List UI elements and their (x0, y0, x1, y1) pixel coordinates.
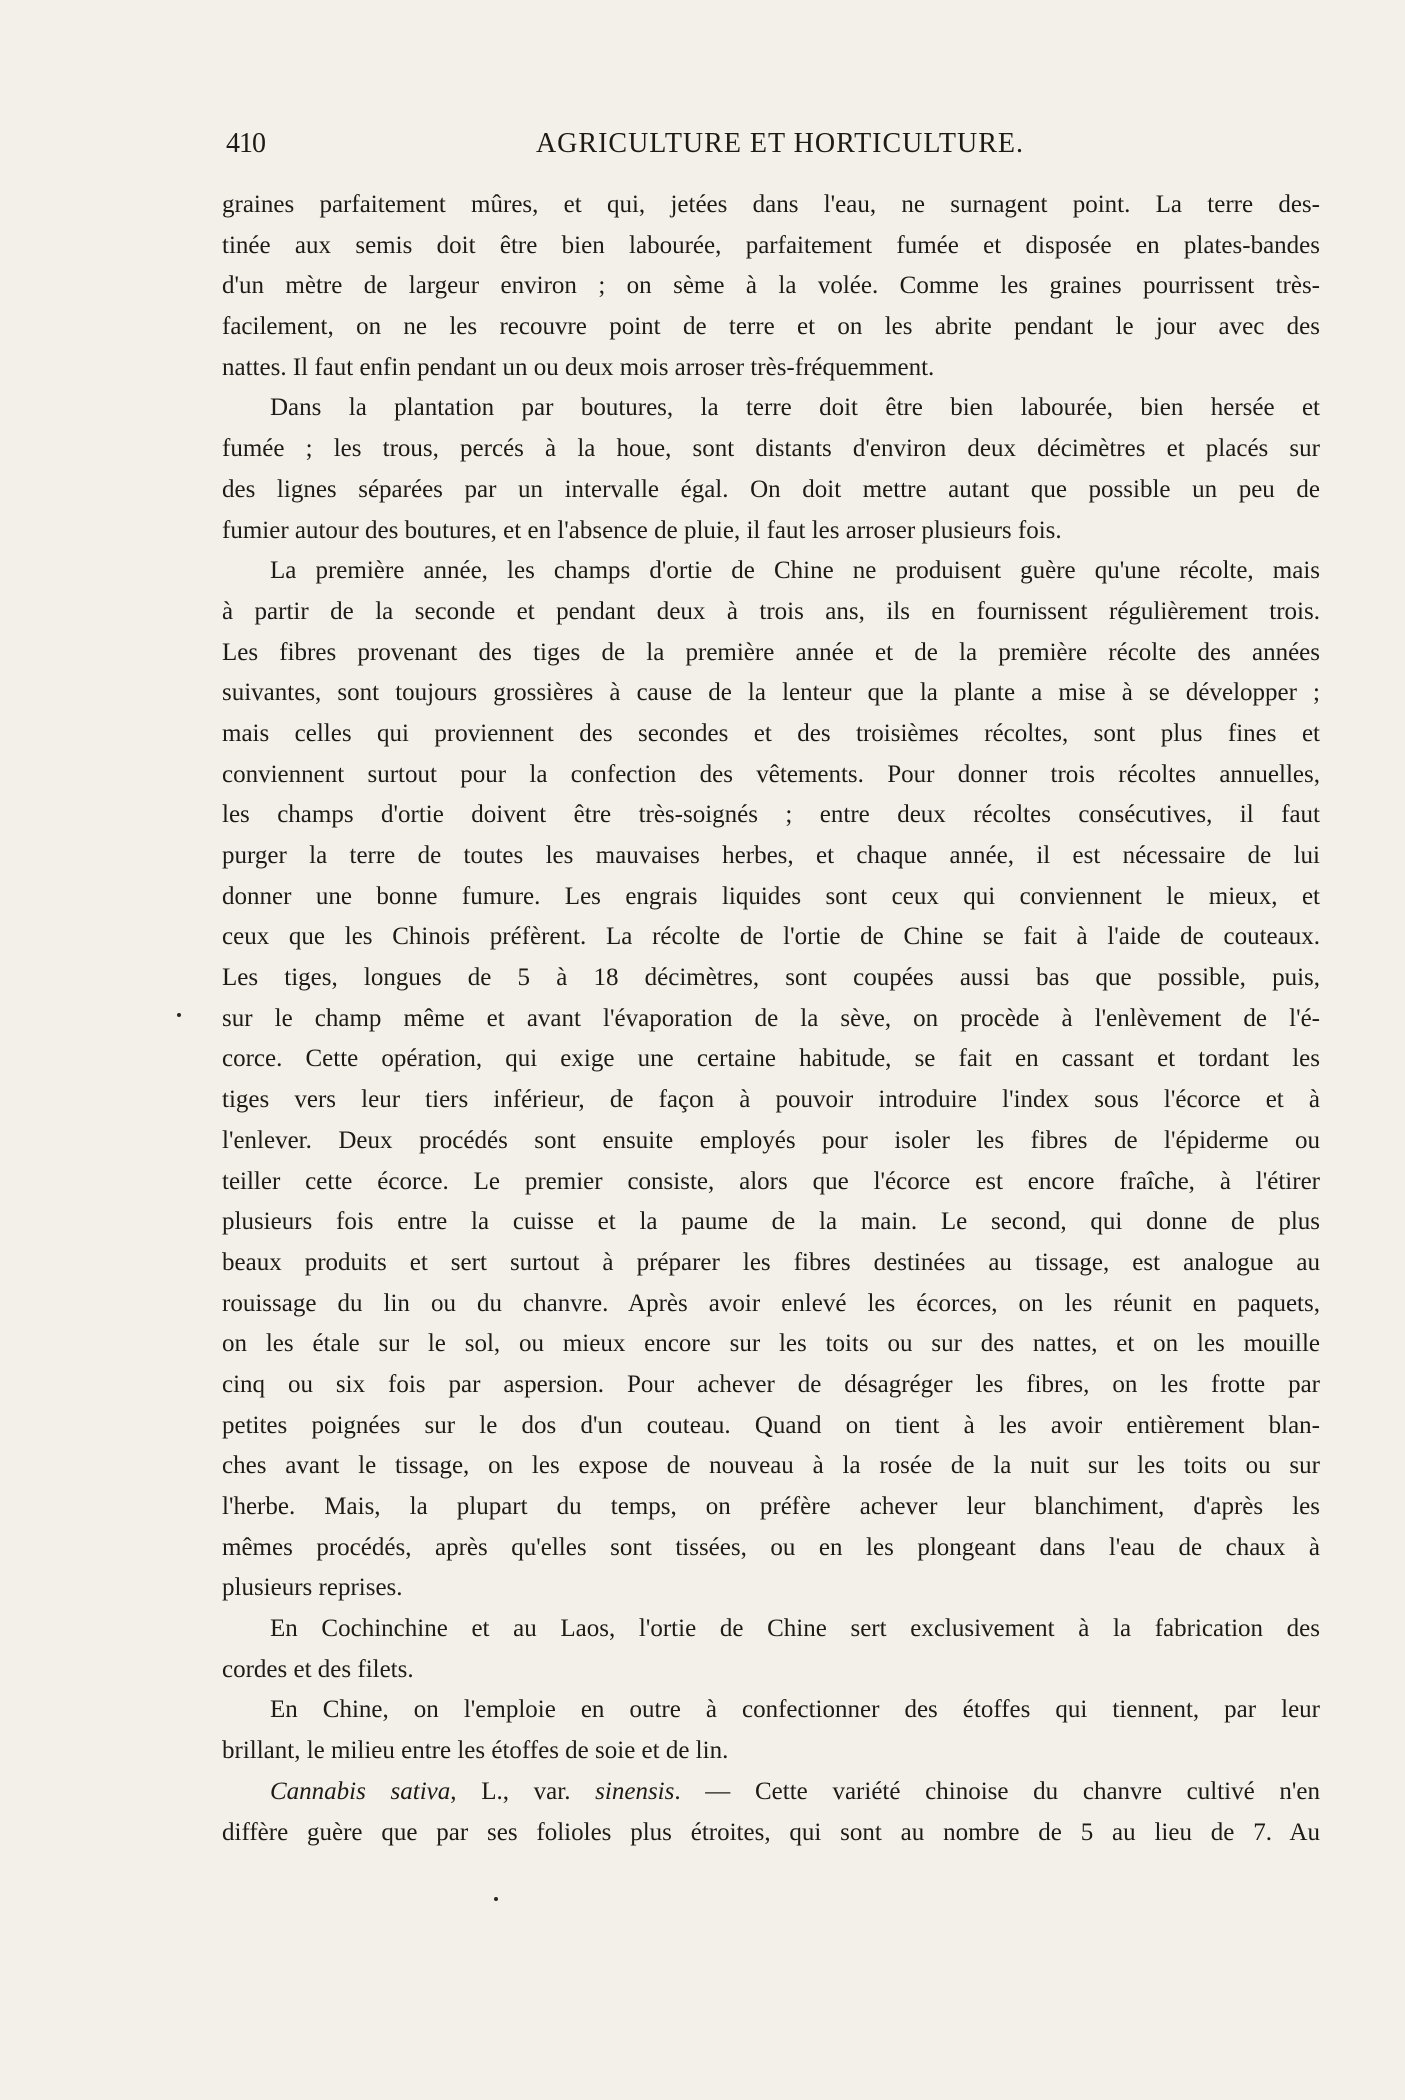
text-line (222, 1568, 1320, 1609)
text-segment: En Chine, on l'emploie en outre à confectionner des étoffes qui tiennent, par leur (270, 1696, 1320, 1724)
text-segment: nattes. Il faut enfin pendant un ou deux mois arroser très-fréquemment. (222, 353, 935, 381)
print-speck (494, 1897, 498, 1901)
text-segment: corce. Cette opération, qui exige une certaine habitude, se fait en cassant et tordant les (222, 1045, 1320, 1073)
text-segment: . — Cette variété chinoise du chanvre cultivé n'en (674, 1777, 1320, 1805)
text-segment: plusieurs fois entre la cuisse et la paume de la main. Le second, qui donne de plus (222, 1208, 1320, 1236)
text-segment: Les tiges, longues de 5 à 18 décimètres, sont coupées aussi bas que possible, puis, (222, 964, 1320, 992)
text-segment: cinq ou six fois par aspersion. Pour achever de désagréger les fibres, on les frotte par (222, 1370, 1320, 1398)
text-segment: d'un mètre de largeur environ ; on sème à la volée. Comme les graines pourrissent très- (222, 272, 1320, 300)
text-segment: rouissage du lin ou du chanvre. Après avoir enlevé les écorces, on les réunit en paquets, (222, 1289, 1320, 1317)
text-line (222, 877, 1320, 918)
text-line (222, 429, 1320, 470)
text-segment: tiges vers leur tiers inférieur, de façon à pouvoir introduire l'index sous l'écorce et à (222, 1086, 1320, 1114)
text-line (222, 388, 1320, 429)
paragraph (222, 1690, 1320, 1771)
text-line (222, 917, 1320, 958)
text-line (222, 470, 1320, 511)
text-line (222, 1528, 1320, 1569)
print-speck (177, 1013, 181, 1017)
text-segment: ceux que les Chinois préfèrent. La récolte de l'ortie de Chine se fait à l'aide de couteaux. (222, 923, 1320, 951)
variety-name: sinensis (595, 1777, 675, 1805)
paragraph (222, 551, 1320, 1609)
running-title: AGRICULTURE ET HORTICULTURE. (535, 128, 1025, 159)
text-line (222, 551, 1320, 592)
text-segment: tinée aux semis doit être bien labourée, parfaitement fumée et disposée en plates-bandes (222, 231, 1320, 259)
text-segment: donner une bonne fumure. Les engrais liquides sont ceux qui conviennent le mieux, et (222, 882, 1320, 910)
text-segment: les champs d'ortie doivent être très-soignés ; entre deux récoltes consécutives, il faut (222, 801, 1320, 829)
text-line (222, 1243, 1320, 1284)
text-segment: petites poignées sur le dos d'un couteau. Quand on tient à les avoir entièrement blan- (222, 1411, 1320, 1439)
body-text (222, 185, 1320, 1853)
text-segment: suivantes, sont toujours grossières à cause de la lenteur que la plante a mise à se développer ; (222, 679, 1320, 707)
text-segment: En Cochinchine et au Laos, l'ortie de Chine sert exclusivement à la fabrication des (270, 1615, 1320, 1643)
text-line (222, 511, 1320, 552)
text-segment: mêmes procédés, après qu'elles sont tissées, ou en les plongeant dans l'eau de chaux à (222, 1533, 1320, 1561)
text-line (222, 755, 1320, 796)
text-segment: Dans la plantation par boutures, la terre doit être bien labourée, bien hersée et (270, 394, 1320, 422)
text-line (222, 714, 1320, 755)
paragraph-cannabis (222, 1772, 1320, 1853)
text-line (222, 1121, 1320, 1162)
text-line (222, 266, 1320, 307)
text-segment: on les étale sur le sol, ou mieux encore sur les toits ou sur des nattes, et on les mouille (222, 1330, 1320, 1358)
text-line (222, 1039, 1320, 1080)
text-line (222, 633, 1320, 674)
text-segment: l'enlever. Deux procédés sont ensuite employés pour isoler les fibres de l'épiderme ou (222, 1126, 1320, 1154)
species-name: Cannabis sativa (270, 1777, 451, 1805)
text-segment: beaux produits et sert surtout à préparer les fibres destinées au tissage, est analogue au (222, 1248, 1320, 1276)
text-line (222, 1324, 1320, 1365)
text-line (222, 1406, 1320, 1447)
text-segment: l'herbe. Mais, la plupart du temps, on préfère achever leur blanchiment, d'après les (222, 1493, 1320, 1520)
text-line (222, 1650, 1320, 1691)
text-segment: graines parfaitement mûres, et qui, jetées dans l'eau, ne surnagent point. La terre des- (222, 191, 1320, 218)
paragraph (222, 185, 1320, 388)
text-line (222, 1813, 1320, 1854)
text-segment: Les fibres provenant des tiges de la première année et de la première récolte des années (222, 638, 1320, 666)
authority: , L., var. (450, 1777, 596, 1805)
text-segment: des lignes séparées par un intervalle égal. On doit mettre autant que possible un peu de (222, 475, 1320, 503)
text-line (222, 836, 1320, 877)
text-segment: conviennent surtout pour la confection des vêtements. Pour donner trois récoltes annuelles, (222, 760, 1320, 788)
text-line (222, 673, 1320, 714)
text-segment: à partir de la seconde et pendant deux à trois ans, ils en fournissent régulièrement trois. (222, 597, 1320, 625)
text-line (222, 1284, 1320, 1325)
text-line (222, 1162, 1320, 1203)
text-segment: fumier autour des boutures, et en l'absence de pluie, il faut les arroser plusieurs fois. (222, 516, 1062, 544)
text-line (222, 795, 1320, 836)
text-segment: purger la terre de toutes les mauvaises herbes, et chaque année, il est nécessaire de lui (222, 842, 1320, 869)
text-line (222, 226, 1320, 267)
text-segment: brillant, le milieu entre les étoffes de soie et de lin. (222, 1737, 729, 1765)
text-line (222, 1609, 1320, 1650)
text-line (222, 1202, 1320, 1243)
text-line (222, 1365, 1320, 1406)
text-segment: mais celles qui proviennent des secondes et des troisièmes récoltes, sont plus fines et (222, 719, 1320, 747)
text-segment: ches avant le tissage, on les expose de nouveau à la rosée de la nuit sur les toits ou sur (222, 1452, 1320, 1480)
text-segment: diffère guère que par ses folioles plus étroites, qui sont au nombre de 5 au lieu de 7. Au (222, 1818, 1320, 1846)
text-line (222, 1731, 1320, 1772)
text-segment: plusieurs reprises. (222, 1574, 403, 1602)
text-segment: La première année, les champs d'ortie de Chine ne produisent guère qu'une récolte, mais (270, 557, 1320, 585)
text-segment: fumée ; les trous, percés à la houe, sont distants d'environ deux décimètres et placés sur (222, 435, 1320, 463)
text-line (222, 999, 1320, 1040)
page-number: 410 (226, 128, 265, 159)
text-line (222, 1772, 1320, 1813)
text-line (222, 348, 1320, 389)
text-segment: cordes et des filets. (222, 1655, 414, 1683)
text-line (222, 592, 1320, 633)
text-line (222, 185, 1320, 226)
text-line (222, 958, 1320, 999)
text-line (222, 1446, 1320, 1487)
text-line (222, 1487, 1320, 1528)
paragraph (222, 1609, 1320, 1690)
text-segment: teiller cette écorce. Le premier consiste, alors que l'écorce est encore fraîche, à l'étirer (222, 1167, 1320, 1195)
paragraph (222, 388, 1320, 551)
text-segment: facilement, on ne les recouvre point de terre et on les abrite pendant le jour avec des (222, 313, 1320, 341)
text-line (222, 1080, 1320, 1121)
text-line (222, 307, 1320, 348)
text-segment: sur le champ même et avant l'évaporation de la sève, on procède à l'enlèvement de l'é- (222, 1004, 1320, 1032)
text-line (222, 1690, 1320, 1731)
